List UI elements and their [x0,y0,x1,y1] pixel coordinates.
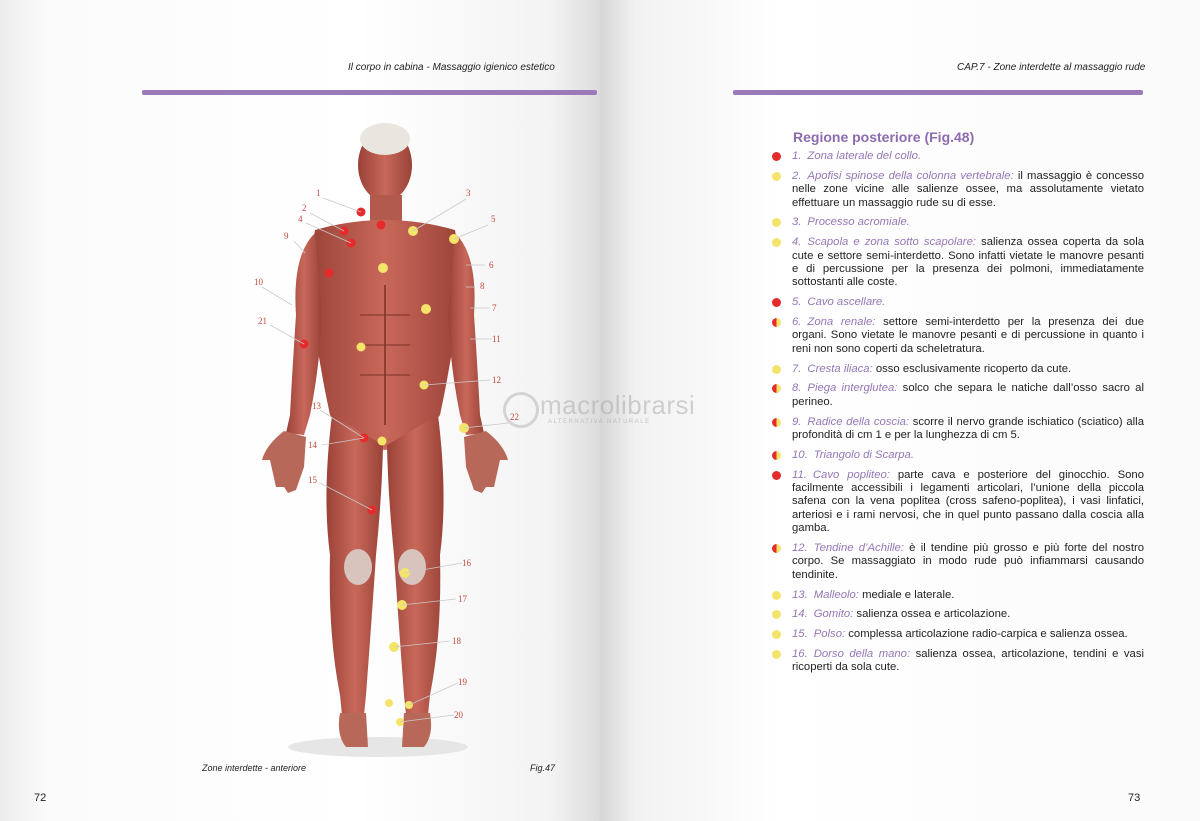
figure-label: 15 [308,475,317,485]
page-number-right: 73 [1128,792,1141,804]
marker-dot [772,610,781,619]
list-item: 12. Tendine d’Achille: è il tendine più grosso e più forte del nostro corpo. Se massaggiato in modo rude può infiammarsi causando tendinite. [772,542,1144,582]
list-item: 3. Processo acromiale. [772,216,1144,229]
running-head-left: Il corpo in cabina - Massaggio igienico estetico [348,62,555,73]
figure-label: 18 [452,636,461,646]
figure-label: 7 [492,303,497,313]
watermark-logo-icon [503,392,539,428]
figure-number: Fig.47 [530,763,556,773]
list-item: 15. Polso: complessa articolazione radio-carpica e salienza ossea. [772,628,1144,641]
list-item: 16. Dorso della mano: salienza ossea, articolazione, tendini e vasi ricoperti da sola cute. [772,648,1144,675]
figure-label: 4 [298,214,303,224]
figure-caption: Zone interdette - anteriore [202,763,307,773]
figure-label: 14 [308,440,317,450]
list-item: 6. Zona renale: settore semi-interdetto per la presenza dei due organi. Sono vietate le manovre pesanti e di percussione in quanto i reni non sono coperti da scheletratura. [772,316,1144,356]
marker-dot [772,591,781,600]
marker-dot [772,218,781,227]
marker-dot [772,172,781,181]
watermark-tagline: ALTERNATIVA NATURALE [548,419,651,425]
marker-dot [772,418,781,427]
marker-dot [772,451,781,460]
list-item: 4. Scapola e zona sotto scapolare: salienza ossea coperta da sola cute e settore semi-interdetto. Sono infatti vietate le manovre pesanti e di percussione per la presenza dei polmoni, immediatamente sottostanti alle coste. [772,236,1144,290]
figure-label: 21 [258,316,267,326]
marker-dot [772,238,781,247]
figure-label: 10 [254,277,263,287]
section-title: Regione posteriore (Fig.48) [793,129,975,145]
figure-label: 19 [458,677,467,687]
header-rule-right [733,90,1143,95]
list-item: 8. Piega interglutea: solco che separa le natiche dall’osso sacro al perineo. [772,382,1144,409]
marker-dot [772,384,781,393]
page-number-left: 72 [34,792,47,804]
figure-label: 17 [458,594,467,604]
figure-label: 2 [302,203,307,213]
figure-label: 6 [489,260,494,270]
figure-label: 3 [466,188,471,198]
marker-dot [772,630,781,639]
list-item: 11. Cavo popliteo: parte cava e posteriore del ginocchio. Sono facilmente accessibili i legamenti articolari, l’unione della piccola safena con la vena poplitea (cross safeno-poplitea), i vasi linfatici, arteriosi e i rami nervosi, che in quel punto passano dalla coscia alla gamba. [772,469,1144,536]
anatomy-figure-anterior [200,115,560,765]
marker-dot [772,365,781,374]
marker-dot [772,318,781,327]
list-item: 9. Radice della coscia: scorre il nervo grande ischiatico (sciatico) alla profondità di cm 1 e per la lunghezza di cm 5. [772,416,1144,443]
figure-label: 8 [480,281,485,291]
marker-dot [772,471,781,480]
header-rule-left [142,90,597,95]
list-item: 10. Triangolo di Scarpa. [772,449,1144,462]
figure-label: 22 [510,412,519,422]
list-item: 1. Zona laterale del collo. [772,150,1144,163]
marker-dot [772,152,781,161]
figure-label: 5 [491,214,496,224]
figure-label: 9 [284,231,289,241]
figure-label: 20 [454,710,463,720]
marker-dot [772,650,781,659]
running-head-right: CAP.7 - Zone interdette al massaggio rude [957,62,1146,73]
figure-label: 16 [462,558,471,568]
figure-label: 12 [492,375,501,385]
zone-list [772,150,1144,681]
watermark-brand: macrolibrarsi [540,390,696,420]
list-item: 5. Cavo ascellare. [772,296,1144,309]
figure-label: 13 [312,401,321,411]
muscle-body-illustration [200,115,560,765]
marker-dot [772,298,781,307]
list-item: 14. Gomito: salienza ossea e articolazione. [772,608,1144,621]
list-item: 13. Malleolo: mediale e laterale. [772,589,1144,602]
marker-dot [772,544,781,553]
list-item: 2. Apofisi spinose della colonna vertebrale: il massaggio è concesso nelle zone vicine alle salienze ossee, ma assolutamente vietato effettuare un massaggio rude su di esse. [772,170,1144,210]
figure-label: 11 [492,334,501,344]
figure-label: 1 [316,188,321,198]
list-item: 7. Cresta iliaca: osso esclusivamente ricoperto da cute. [772,363,1144,376]
